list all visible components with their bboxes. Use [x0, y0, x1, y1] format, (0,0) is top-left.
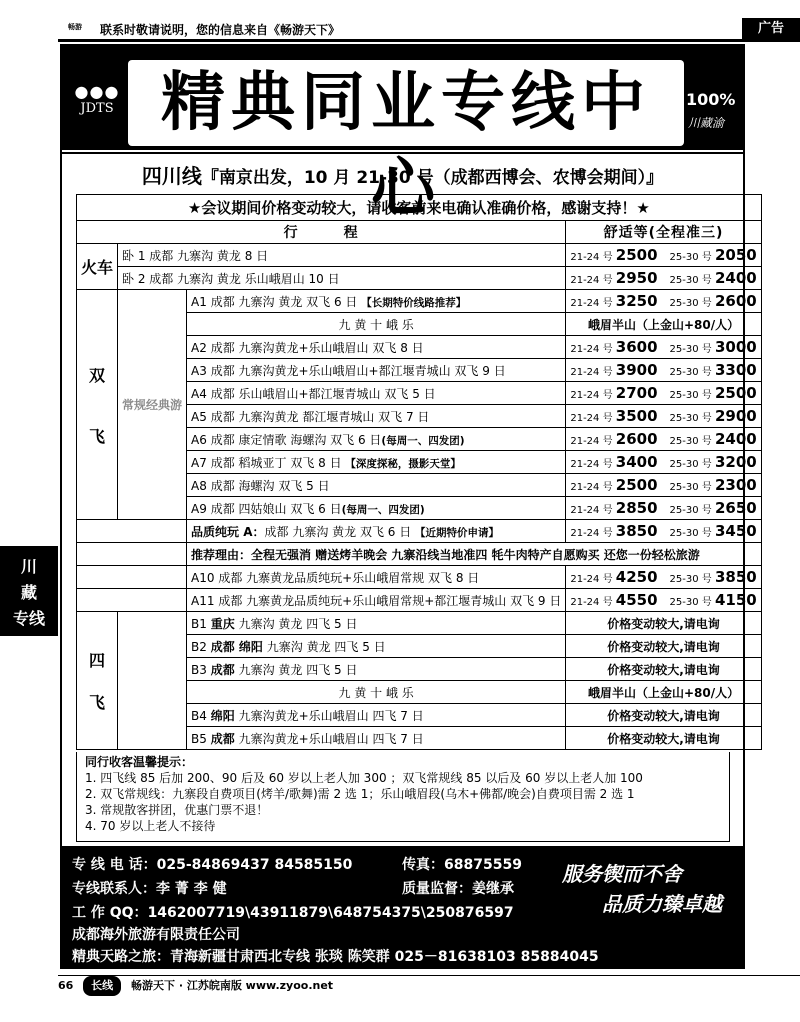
booking-tips	[76, 752, 730, 842]
qq-line: 工 作 QQ：1462007719\43911879\648754375\250876597	[72, 905, 514, 921]
ad-label: 广告	[742, 18, 800, 40]
slogan-1: 服务锲而不舍	[562, 862, 682, 886]
table-row: A2 成都 九寨沟黄龙+乐山峨眉山 双飞 8 日 21-24 号 3600 25-30 号 3000	[77, 336, 762, 359]
category-double-fly: 双 飞	[77, 290, 118, 520]
table-row: A4 成都 乐山峨眉山+都江堰青城山 双飞 5 日 21-24 号 2700 25-30 号 2500	[77, 382, 762, 405]
table-row: 火车 卧 1 成都 九寨沟 黄龙 8 日 21-24 号 2500 25-30 号 2050	[77, 244, 762, 267]
route-name: 四川线	[141, 164, 202, 188]
price-cell: 21-24 号 3850 25-30 号 3450	[566, 520, 761, 543]
price-cell: 21-24 号 4550 25-30 号 4150	[566, 589, 761, 612]
table-row: A8 成都 海螺沟 双飞 5 日 21-24 号 2500 25-30 号 2300	[77, 474, 762, 497]
tip-item: 4. 70 岁以上老人不接待	[85, 819, 216, 833]
price-cell: 21-24 号 4250 25-30 号 3850	[566, 566, 761, 589]
table-row: A7 成都 稻城亚丁 双飞 8 日 【深度探秘，摄影天堂】 21-24 号 3400 25-30 号 3200	[77, 451, 762, 474]
page-footer	[58, 975, 800, 995]
quality-badge: 100%	[686, 90, 736, 109]
price-cell: 21-24 号 3600 25-30 号 3000	[566, 336, 761, 359]
premium-label	[77, 520, 187, 543]
tip-item: 1. 四飞线 85 后加 200、90 后及 60 岁以上老人加 300 ；双飞常规线 85 以后及 60 岁以上老人加 100	[85, 771, 643, 785]
publisher-logo: 畅游	[68, 23, 82, 31]
table-row: A9 成都 四姑娘山 双飞 6 日(每周一、四发团) 21-24 号 2850 25-30 号 2650	[77, 497, 762, 520]
qa-line: 质量监督：姜继承	[402, 881, 514, 897]
table-row: A10 成都 九寨黄龙品质纯玩+乐山峨眉常规 双飞 8 日 21-24 号 4250 25-30 号 3850	[77, 566, 762, 589]
table-row: 双 飞 常规经典游 A1 成都 九寨沟 黄龙 双飞 6 日 【长期特价线路推荐】 21-24 号 3250 25-30 号 2600	[77, 290, 762, 313]
table-row: 九 黄 十 峨 乐 峨眉半山（上金山+80/人）	[77, 681, 762, 704]
table-row: A3 成都 九寨沟黄龙+乐山峨眉山+都江堰青城山 双飞 9 日 21-24 号 3900 25-30 号 3300	[77, 359, 762, 382]
section-tag: 长线	[83, 976, 121, 996]
price-notice: ★会议期间价格变动较大，请收客前来电确认准确价格，感谢支持！★	[77, 195, 762, 221]
side-tab-line: 专线	[12, 609, 45, 628]
route-column-header: 行 程	[77, 221, 566, 244]
price-column-header: 舒适等(全程准三)	[566, 221, 761, 244]
slogan-2: 品质力臻卓越	[602, 892, 722, 916]
side-tab-line: 川	[20, 557, 37, 576]
price-cell: 21-24 号 2600 25-30 号 2400	[566, 428, 761, 451]
contact-line: 专线联系人：李 菁 李 健	[72, 881, 227, 897]
price-cell: 21-24 号 2850 25-30 号 2650	[566, 497, 761, 520]
fax-line: 传真：68875559	[402, 857, 522, 873]
side-tab	[0, 546, 58, 636]
table-row: B3 成都 九寨沟 黄龙 四飞 5 日 价格变动较大,请电询	[77, 658, 762, 681]
tip-item: 3. 常规散客拼团，优惠门票不退！	[85, 803, 269, 817]
price-cell: 21-24 号 2950 25-30 号 2400	[566, 267, 761, 290]
recommend-reason: 推荐理由：全程无强消 赠送烤羊晚会 九寨沿线当地准四 牦牛肉特产自愿购买 还您一份轻松旅游	[187, 543, 762, 566]
logo-dots-icon: ●●●	[74, 82, 120, 101]
contact-note: 联系时敬请说明，您的信息来自《畅游天下》	[100, 23, 341, 37]
page-title: 精典同业专线中心	[128, 60, 684, 146]
price-table	[76, 194, 762, 750]
contact-footer	[62, 846, 743, 967]
classic-tour-label: 常规经典游	[118, 290, 187, 520]
category-four-fly: 四 飞	[77, 612, 118, 750]
table-row: A5 成都 九寨沟黄龙 都江堰青城山 双飞 7 日 21-24 号 3500 25-30 号 2900	[77, 405, 762, 428]
table-row: A6 成都 康定情歌 海螺沟 双飞 6 日(每周一、四发团) 21-24 号 2600 25-30 号 2400	[77, 428, 762, 451]
route-dates: 『南京出发，10 月 21-30 号（成都西博会、农博会期间）』	[201, 168, 664, 188]
agency-logo: ●●● JDTS	[70, 82, 124, 136]
price-cell: 21-24 号 3500 25-30 号 2900	[566, 405, 761, 428]
top-bar	[0, 0, 800, 40]
route-subtitle	[62, 160, 743, 192]
table-row: 品质纯玩 A：成都 九寨沟 黄龙 双飞 6 日 【近期特价申请】 21-24 号 3850 25-30 号 3450	[77, 520, 762, 543]
company-name: 成都海外旅游有限责任公司	[72, 927, 240, 943]
table-row: 九 黄 十 峨 乐 峨眉半山（上金山+80/人）	[77, 313, 762, 336]
price-cell: 21-24 号 3400 25-30 号 3200	[566, 451, 761, 474]
price-cell: 21-24 号 3250 25-30 号 2600	[566, 290, 761, 313]
region-badge: 川藏渝	[688, 116, 725, 130]
tips-title: 同行收客温馨提示：	[85, 755, 194, 769]
page-number: 66	[58, 979, 74, 992]
tour-line: 精典天路之旅：青海新疆甘肃西北专线 张琰 陈笑群 025－81638103 85884045	[72, 949, 599, 965]
table-row: 四 飞 B1 重庆 九寨沟 黄龙 四飞 5 日 价格变动较大,请电询	[77, 612, 762, 635]
table-row: 卧 2 成都 九寨沟 黄龙 乐山峨眉山 10 日 21-24 号 2950 25-30 号 2400	[77, 267, 762, 290]
magazine-info: 畅游天下 · 江苏皖南版 www.zyoo.net	[131, 979, 334, 992]
price-cell: 21-24 号 2700 25-30 号 2500	[566, 382, 761, 405]
price-cell: 21-24 号 3900 25-30 号 3300	[566, 359, 761, 382]
table-row: B5 成都 九寨沟黄龙+乐山峨眉山 四飞 7 日 价格变动较大,请电询	[77, 727, 762, 750]
price-cell: 21-24 号 2500 25-30 号 2050	[566, 244, 761, 267]
table-row	[77, 543, 762, 566]
side-tab-line: 藏	[20, 583, 37, 602]
phone-line: 专 线 电 话：025-84869437 84585150	[72, 857, 353, 873]
table-row: A11 成都 九寨黄龙品质纯玩+乐山峨眉常规+都江堰青城山 双飞 9 日 21-24 号 4550 25-30 号 4150	[77, 589, 762, 612]
category-train: 火车	[77, 244, 118, 290]
table-row: B4 绵阳 九寨沟黄龙+乐山峨眉山 四飞 7 日 价格变动较大,请电询	[77, 704, 762, 727]
table-row: B2 成都 绵阳 九寨沟 黄龙 四飞 5 日 价格变动较大,请电询	[77, 635, 762, 658]
tip-item: 2. 双飞常规线：九寨段自费项目(烤羊/歌舞)需 2 选 1；乐山峨眉段(乌木+佛都/晚会)自费项目需 2 选 1	[85, 787, 635, 801]
top-divider	[58, 39, 800, 42]
price-cell: 21-24 号 2500 25-30 号 2300	[566, 474, 761, 497]
